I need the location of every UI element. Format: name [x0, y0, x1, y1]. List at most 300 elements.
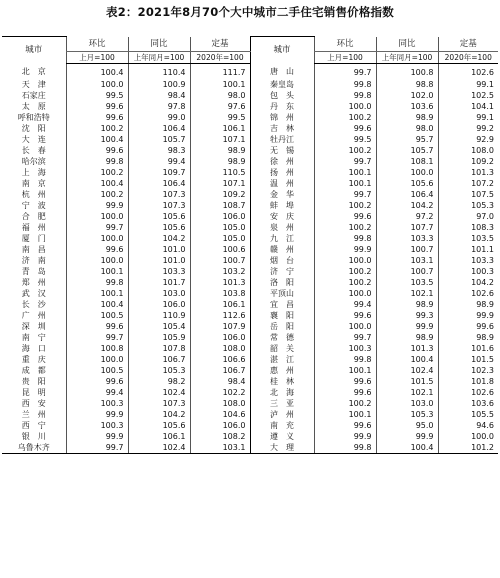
table-row — [2, 101, 498, 112]
fixed-value-cell: 102.6 — [438, 387, 498, 398]
table-row — [2, 387, 498, 398]
mom-value-cell: 99.9 — [314, 244, 376, 255]
fixed-value-cell: 99.1 — [438, 112, 498, 123]
mom-value-cell: 100.1 — [66, 266, 128, 277]
fixed-value-cell: 102.6 — [438, 63, 498, 79]
city-name-cell: 厦 门 — [21, 233, 46, 243]
fixed-value-cell: 107.2 — [438, 178, 498, 189]
yoy-value-cell: 106.1 — [128, 431, 190, 442]
yoy-value-cell: 100.4 — [376, 442, 438, 454]
yoy-value-cell: 99.0 — [128, 112, 190, 123]
city-name-cell: 包 头 — [250, 90, 314, 101]
fixed-value-cell: 100.3 — [438, 266, 498, 277]
table-row — [2, 277, 498, 288]
table-row — [2, 222, 498, 233]
yoy-value-cell: 98.0 — [376, 123, 438, 134]
table-row — [2, 79, 498, 90]
table-row — [2, 354, 498, 365]
city-name-cell: 成 都 — [21, 365, 46, 375]
mom-value-cell: 100.5 — [66, 365, 128, 376]
yoy-value-cell: 97.8 — [128, 101, 190, 112]
yoy-value-cell: 105.7 — [128, 134, 190, 145]
yoy-value-cell: 103.1 — [376, 255, 438, 266]
fixed-value-cell: 100.0 — [438, 431, 498, 442]
table-row — [2, 431, 498, 442]
mom-value-cell: 100.1 — [66, 288, 128, 299]
mom-value-cell: 99.6 — [314, 123, 376, 134]
city-name-cell: 昆 明 — [21, 387, 46, 397]
yoy-value-cell: 98.4 — [128, 90, 190, 101]
fixed-value-cell: 112.6 — [190, 310, 250, 321]
mom-value-cell: 99.6 — [66, 145, 128, 156]
yoy-value-cell: 101.0 — [128, 244, 190, 255]
yoy-value-cell: 99.4 — [128, 156, 190, 167]
fixed-value-cell: 97.6 — [190, 101, 250, 112]
yoy-value-cell: 102.1 — [376, 387, 438, 398]
price-index-table — [2, 36, 498, 454]
city-name-cell: 桂 林 — [250, 376, 314, 387]
yoy-value-cell: 105.9 — [128, 332, 190, 343]
yoy-value-cell: 105.3 — [376, 409, 438, 420]
mom-value-cell: 100.4 — [66, 63, 128, 79]
city-name-cell: 银 川 — [21, 431, 46, 441]
city-name-cell: 北 海 — [250, 387, 314, 398]
mom-value-cell: 99.8 — [314, 233, 376, 244]
mom-value-cell: 100.4 — [66, 134, 128, 145]
fixed-value-cell: 106.7 — [190, 365, 250, 376]
city-name-cell: 南 京 — [21, 178, 46, 188]
fixed-value-cell: 100.1 — [190, 79, 250, 90]
city-name-cell: 武 汉 — [21, 288, 46, 298]
city-name-cell: 唐 山 — [250, 63, 314, 79]
mom-value-cell: 100.4 — [66, 178, 128, 189]
city-name-cell: 济 宁 — [250, 266, 314, 277]
city-name-cell: 襄 阳 — [250, 310, 314, 321]
mom-value-cell: 100.2 — [66, 123, 128, 134]
mom-value-cell: 100.8 — [66, 343, 128, 354]
table-header-row — [2, 37, 498, 52]
fixed-value-cell: 103.5 — [438, 233, 498, 244]
city-name-cell: 长 春 — [21, 145, 46, 155]
yoy-value-cell: 100.9 — [128, 79, 190, 90]
city-name-cell: 贵 阳 — [21, 376, 46, 386]
yoy-value-cell: 102.4 — [128, 442, 190, 454]
fixed-value-cell: 110.5 — [190, 167, 250, 178]
yoy-value-cell: 107.3 — [128, 189, 190, 200]
table-row — [2, 112, 498, 123]
yoy-value-cell: 106.4 — [128, 178, 190, 189]
yoy-value-cell: 110.9 — [128, 310, 190, 321]
mom-value-cell: 99.7 — [66, 442, 128, 454]
yoy-value-cell: 95.7 — [376, 134, 438, 145]
table-row — [2, 442, 498, 454]
fixed-value-cell: 109.2 — [190, 189, 250, 200]
mom-value-cell: 99.5 — [66, 90, 128, 101]
mom-value-cell: 100.1 — [314, 409, 376, 420]
fixed-value-cell: 98.4 — [190, 376, 250, 387]
table-row — [2, 211, 498, 222]
mom-value-cell: 100.2 — [66, 167, 128, 178]
mom-value-cell: 100.4 — [66, 299, 128, 310]
city-name-cell: 兰 州 — [21, 409, 46, 419]
city-name-cell: 平顶山 — [250, 288, 314, 299]
city-name-cell: 韶 关 — [250, 343, 314, 354]
table-row — [2, 266, 498, 277]
yoy-value-cell: 98.2 — [128, 376, 190, 387]
yoy-value-cell: 110.4 — [128, 63, 190, 79]
fixed-value-cell: 104.1 — [438, 101, 498, 112]
table-row — [2, 233, 498, 244]
yoy-value-cell: 103.3 — [128, 266, 190, 277]
yoy-value-cell: 107.3 — [128, 200, 190, 211]
city-name-cell: 太 原 — [21, 101, 46, 111]
city-name-cell: 南 昌 — [21, 244, 46, 254]
fixed-value-cell: 101.6 — [438, 343, 498, 354]
yoy-value-cell: 106.0 — [128, 299, 190, 310]
yoy-value-cell: 98.9 — [376, 112, 438, 123]
city-name-cell: 郑 州 — [21, 277, 46, 287]
fixed-value-cell: 94.6 — [438, 420, 498, 431]
yoy-value-cell: 105.6 — [128, 420, 190, 431]
header-city: 城市 — [250, 37, 314, 64]
fixed-value-cell: 108.0 — [438, 145, 498, 156]
mom-value-cell: 99.9 — [314, 431, 376, 442]
table-row — [2, 310, 498, 321]
mom-value-cell: 99.8 — [66, 156, 128, 167]
mom-value-cell: 99.9 — [66, 431, 128, 442]
fixed-value-cell: 102.3 — [438, 365, 498, 376]
subheader-yoy-base: 上年同月=100 — [376, 51, 438, 63]
table-row — [2, 90, 498, 101]
mom-value-cell: 100.0 — [66, 211, 128, 222]
fixed-value-cell: 101.8 — [438, 376, 498, 387]
city-name-cell: 福 州 — [21, 222, 46, 232]
fixed-value-cell: 108.3 — [438, 222, 498, 233]
header-yoy: 同比 — [128, 37, 190, 52]
fixed-value-cell: 103.2 — [190, 266, 250, 277]
city-name-cell: 温 州 — [250, 178, 314, 189]
city-name-cell: 牡丹江 — [250, 134, 314, 145]
yoy-value-cell: 108.1 — [376, 156, 438, 167]
city-name-cell: 惠 州 — [250, 365, 314, 376]
fixed-value-cell: 105.3 — [438, 200, 498, 211]
table-row — [2, 123, 498, 134]
city-name-cell: 遵 义 — [250, 431, 314, 442]
fixed-value-cell: 107.5 — [438, 189, 498, 200]
table-row — [2, 244, 498, 255]
fixed-value-cell: 103.3 — [438, 255, 498, 266]
fixed-value-cell: 101.1 — [438, 244, 498, 255]
mom-value-cell: 99.6 — [66, 321, 128, 332]
mom-value-cell: 99.6 — [314, 420, 376, 431]
table-row — [2, 178, 498, 189]
yoy-value-cell: 100.7 — [376, 244, 438, 255]
subheader-fixed-base: 2020年=100 — [190, 51, 250, 63]
mom-value-cell: 100.2 — [314, 112, 376, 123]
table-row — [2, 134, 498, 145]
mom-value-cell: 99.6 — [314, 310, 376, 321]
mom-value-cell: 100.2 — [66, 189, 128, 200]
city-name-cell: 赣 州 — [250, 244, 314, 255]
mom-value-cell: 100.2 — [314, 145, 376, 156]
mom-value-cell: 99.6 — [66, 376, 128, 387]
mom-value-cell: 100.1 — [314, 167, 376, 178]
city-name-cell: 西 安 — [21, 398, 46, 408]
fixed-value-cell: 101.3 — [438, 167, 498, 178]
fixed-value-cell: 106.6 — [190, 354, 250, 365]
mom-value-cell: 99.6 — [66, 112, 128, 123]
city-name-cell: 湛 江 — [250, 354, 314, 365]
city-name-cell: 南 宁 — [21, 332, 46, 342]
mom-value-cell: 100.5 — [66, 310, 128, 321]
table-row — [2, 376, 498, 387]
fixed-value-cell: 99.6 — [438, 321, 498, 332]
yoy-value-cell: 107.8 — [128, 343, 190, 354]
fixed-value-cell: 106.0 — [190, 211, 250, 222]
subheader-yoy-base: 上年同月=100 — [128, 51, 190, 63]
city-name-cell: 泸 州 — [250, 409, 314, 420]
fixed-value-cell: 106.0 — [190, 420, 250, 431]
yoy-value-cell: 99.9 — [376, 431, 438, 442]
mom-value-cell: 99.7 — [66, 332, 128, 343]
yoy-value-cell: 104.2 — [376, 200, 438, 211]
mom-value-cell: 100.3 — [66, 398, 128, 409]
yoy-value-cell: 97.2 — [376, 211, 438, 222]
city-name-cell: 西 宁 — [21, 420, 46, 430]
table-row — [2, 288, 498, 299]
city-name-cell: 三 亚 — [250, 398, 314, 409]
fixed-value-cell: 101.3 — [190, 277, 250, 288]
yoy-value-cell: 98.9 — [376, 299, 438, 310]
city-name-cell: 扬 州 — [250, 167, 314, 178]
fixed-value-cell: 103.1 — [190, 442, 250, 454]
city-name-cell: 秦皇岛 — [250, 79, 314, 90]
yoy-value-cell: 105.6 — [128, 222, 190, 233]
mom-value-cell: 99.7 — [314, 63, 376, 79]
subheader-mom-base: 上月=100 — [314, 51, 376, 63]
yoy-value-cell: 105.6 — [376, 178, 438, 189]
city-name-cell: 济 南 — [21, 255, 46, 265]
mom-value-cell: 100.2 — [314, 266, 376, 277]
yoy-value-cell: 103.5 — [376, 277, 438, 288]
table-row — [2, 299, 498, 310]
city-name-cell: 丹 东 — [250, 101, 314, 112]
fixed-value-cell: 99.5 — [190, 112, 250, 123]
fixed-value-cell: 97.0 — [438, 211, 498, 222]
mom-value-cell: 100.1 — [314, 365, 376, 376]
yoy-value-cell: 101.0 — [128, 255, 190, 266]
table-row — [2, 332, 498, 343]
yoy-value-cell: 98.3 — [128, 145, 190, 156]
city-name-cell: 九 江 — [250, 233, 314, 244]
yoy-value-cell: 99.9 — [376, 321, 438, 332]
fixed-value-cell: 109.2 — [438, 156, 498, 167]
city-name-cell: 大 理 — [250, 442, 314, 454]
yoy-value-cell: 105.4 — [128, 321, 190, 332]
mom-value-cell: 100.3 — [314, 343, 376, 354]
fixed-value-cell: 106.0 — [190, 332, 250, 343]
header-mom: 环比 — [66, 37, 128, 52]
city-name-cell: 锦 州 — [250, 112, 314, 123]
fixed-value-cell: 99.1 — [438, 79, 498, 90]
mom-value-cell: 99.8 — [314, 442, 376, 454]
fixed-value-cell: 102.6 — [438, 288, 498, 299]
city-name-cell: 蚌 埠 — [250, 200, 314, 211]
fixed-value-cell: 107.1 — [190, 178, 250, 189]
table-row — [2, 255, 498, 266]
yoy-value-cell: 100.0 — [376, 167, 438, 178]
subheader-mom-base: 上月=100 — [66, 51, 128, 63]
table-row — [2, 189, 498, 200]
fixed-value-cell: 108.0 — [190, 398, 250, 409]
mom-value-cell: 100.2 — [314, 222, 376, 233]
city-name-cell: 洛 阳 — [250, 277, 314, 288]
mom-value-cell: 100.0 — [66, 233, 128, 244]
mom-value-cell: 99.7 — [314, 332, 376, 343]
page-title: 表2：2021年8月70个大中城市二手住宅销售价格指数 — [106, 5, 394, 19]
yoy-value-cell: 104.2 — [128, 409, 190, 420]
city-name-cell: 烟 台 — [250, 255, 314, 266]
fixed-value-cell: 98.9 — [438, 332, 498, 343]
yoy-value-cell: 105.7 — [376, 145, 438, 156]
mom-value-cell: 100.1 — [314, 178, 376, 189]
yoy-value-cell: 102.4 — [376, 365, 438, 376]
city-name-cell: 重 庆 — [21, 354, 46, 364]
mom-value-cell: 100.3 — [66, 420, 128, 431]
city-name-cell: 天 津 — [21, 79, 46, 89]
yoy-value-cell: 100.8 — [376, 63, 438, 79]
table-row — [2, 167, 498, 178]
mom-value-cell: 99.8 — [314, 90, 376, 101]
city-name-cell: 金 华 — [250, 189, 314, 200]
header-mom: 环比 — [314, 37, 376, 52]
city-name-cell: 常 德 — [250, 332, 314, 343]
city-name-cell: 青 岛 — [21, 266, 46, 276]
mom-value-cell: 99.7 — [314, 189, 376, 200]
city-name-cell: 吉 林 — [250, 123, 314, 134]
fixed-value-cell: 103.8 — [190, 288, 250, 299]
fixed-value-cell: 108.0 — [190, 343, 250, 354]
fixed-value-cell: 106.1 — [190, 123, 250, 134]
city-name-cell: 徐 州 — [250, 156, 314, 167]
fixed-value-cell: 98.9 — [438, 299, 498, 310]
mom-value-cell: 100.0 — [314, 255, 376, 266]
table-row — [2, 420, 498, 431]
mom-value-cell: 100.2 — [314, 398, 376, 409]
table-row — [2, 200, 498, 211]
table-row — [2, 63, 498, 79]
yoy-value-cell: 103.0 — [128, 288, 190, 299]
city-name-cell: 北 京 — [21, 67, 46, 77]
city-name-cell: 呼和浩特 — [17, 112, 50, 122]
city-name-cell: 沈 阳 — [21, 123, 46, 133]
table-row — [2, 398, 498, 409]
mom-value-cell: 99.8 — [314, 79, 376, 90]
yoy-value-cell: 103.3 — [376, 233, 438, 244]
mom-value-cell: 100.0 — [314, 288, 376, 299]
yoy-value-cell: 102.0 — [376, 90, 438, 101]
mom-value-cell: 99.8 — [314, 354, 376, 365]
mom-value-cell: 100.0 — [66, 255, 128, 266]
fixed-value-cell: 102.2 — [190, 387, 250, 398]
mom-value-cell: 100.0 — [66, 79, 128, 90]
yoy-value-cell: 107.7 — [376, 222, 438, 233]
fixed-value-cell: 111.7 — [190, 63, 250, 79]
fixed-value-cell: 106.1 — [190, 299, 250, 310]
city-name-cell: 海 口 — [21, 343, 46, 353]
fixed-value-cell: 100.6 — [190, 244, 250, 255]
city-name-cell: 合 肥 — [21, 211, 46, 221]
header-city: 城市 — [2, 37, 66, 64]
yoy-value-cell: 101.7 — [128, 277, 190, 288]
yoy-value-cell: 106.4 — [376, 189, 438, 200]
yoy-value-cell: 105.3 — [128, 365, 190, 376]
city-name-cell: 宁 波 — [21, 200, 46, 210]
city-name-cell: 杭 州 — [21, 189, 46, 199]
city-name-cell: 广 州 — [21, 310, 46, 320]
mom-value-cell: 100.0 — [314, 321, 376, 332]
subheader-fixed-base: 2020年=100 — [438, 51, 498, 63]
fixed-value-cell: 99.2 — [438, 123, 498, 134]
table-row — [2, 409, 498, 420]
yoy-value-cell: 95.0 — [376, 420, 438, 431]
yoy-value-cell: 103.6 — [376, 101, 438, 112]
mom-value-cell: 100.0 — [314, 101, 376, 112]
fixed-value-cell: 105.0 — [190, 233, 250, 244]
table-row — [2, 145, 498, 156]
header-fixed: 定基 — [190, 37, 250, 52]
city-name-cell: 无 锡 — [250, 145, 314, 156]
city-name-cell: 乌鲁木齐 — [2, 442, 66, 454]
table-row — [2, 156, 498, 167]
mom-value-cell: 99.4 — [314, 299, 376, 310]
fixed-value-cell: 98.9 — [190, 156, 250, 167]
fixed-value-cell: 99.9 — [438, 310, 498, 321]
yoy-value-cell: 109.7 — [128, 167, 190, 178]
yoy-value-cell: 106.7 — [128, 354, 190, 365]
city-name-cell: 哈尔滨 — [21, 156, 46, 166]
city-name-cell: 安 庆 — [250, 211, 314, 222]
city-name-cell: 岳 阳 — [250, 321, 314, 332]
fixed-value-cell: 107.9 — [190, 321, 250, 332]
yoy-value-cell: 100.7 — [376, 266, 438, 277]
mom-value-cell: 100.2 — [314, 200, 376, 211]
yoy-value-cell: 101.3 — [376, 343, 438, 354]
mom-value-cell: 99.5 — [314, 134, 376, 145]
fixed-value-cell: 98.0 — [190, 90, 250, 101]
yoy-value-cell: 106.4 — [128, 123, 190, 134]
mom-value-cell: 100.2 — [314, 277, 376, 288]
yoy-value-cell: 107.3 — [128, 398, 190, 409]
fixed-value-cell: 103.6 — [438, 398, 498, 409]
mom-value-cell: 99.6 — [66, 101, 128, 112]
fixed-value-cell: 107.1 — [190, 134, 250, 145]
city-name-cell: 宜 昌 — [250, 299, 314, 310]
mom-value-cell: 99.7 — [314, 156, 376, 167]
city-name-cell: 南 充 — [250, 420, 314, 431]
mom-value-cell: 99.8 — [66, 277, 128, 288]
fixed-value-cell: 104.2 — [438, 277, 498, 288]
fixed-value-cell: 101.2 — [438, 442, 498, 454]
mom-value-cell: 99.6 — [66, 244, 128, 255]
fixed-value-cell: 108.2 — [190, 431, 250, 442]
mom-value-cell: 99.9 — [66, 200, 128, 211]
yoy-value-cell: 103.0 — [376, 398, 438, 409]
city-name-cell: 泉 州 — [250, 222, 314, 233]
yoy-value-cell: 102.1 — [376, 288, 438, 299]
yoy-value-cell: 98.8 — [376, 79, 438, 90]
yoy-value-cell: 98.9 — [376, 332, 438, 343]
